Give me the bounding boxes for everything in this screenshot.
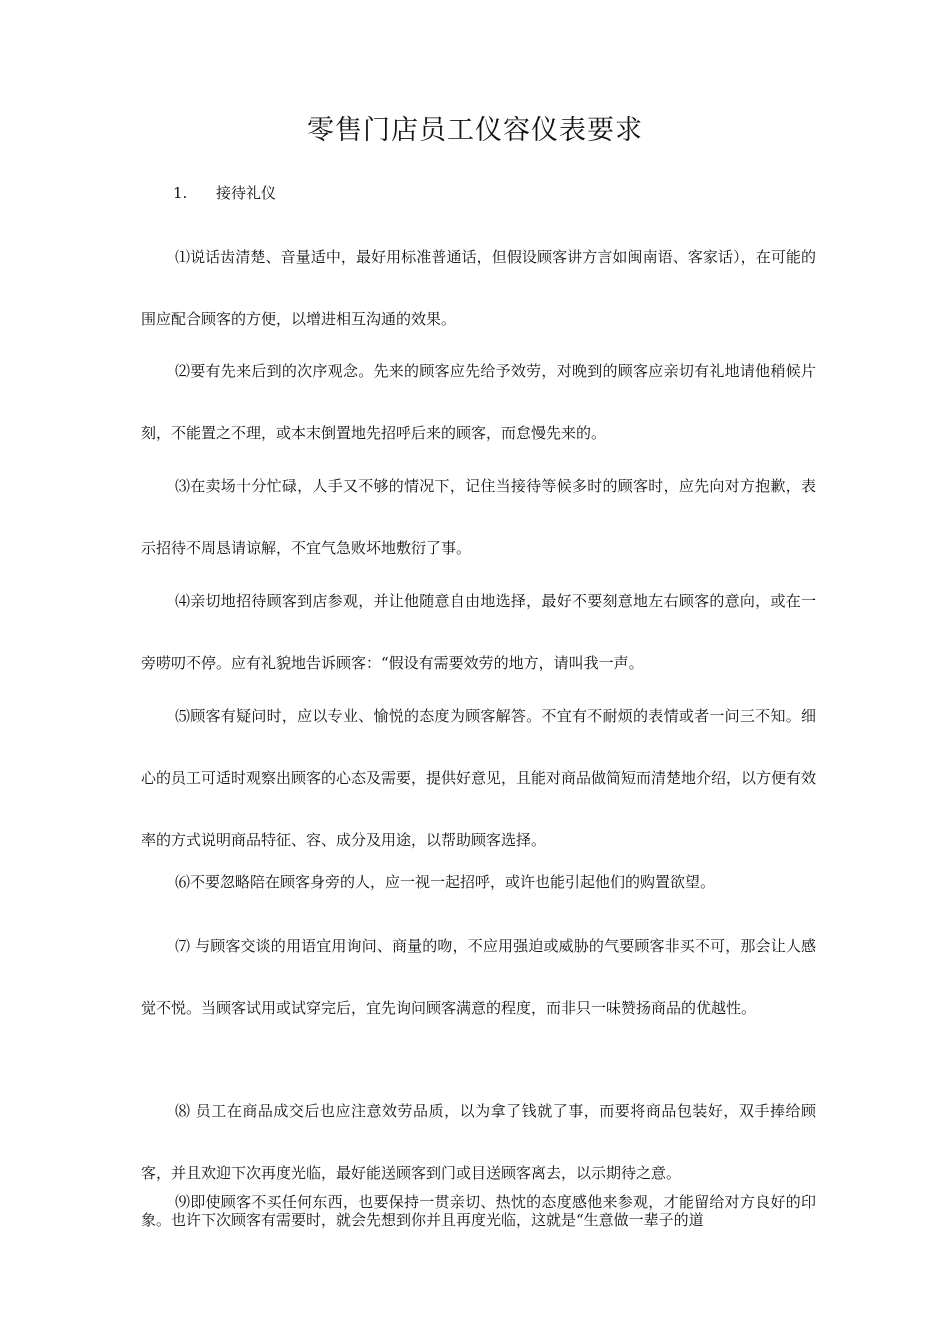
paragraph-2: ⑵要有先来后到的次序观念。先来的顾客应先给予效劳，对晚到的顾客应亲切有礼地请他稍候片刻，不能置之不理，或本末倒置地先招呼后来的顾客，而怠慢先来的。 [141,362,816,442]
document-title: 零售门店员工仪容仪表要求 [307,115,643,146]
paragraph-8: ⑻ 员工在商品成交后也应注意效劳品质，以为拿了钱就了事，而要将商品包装好，双手捧给顾客，并且欢迎下次再度光临，最好能送顾客到门或目送顾客离去，以示期待之意。 [141,1102,816,1182]
section-label: 接待礼仪 [216,184,277,202]
paragraph-1: ⑴说话齿清楚、音量适中，最好用标准普通话，但假设顾客讲方言如闽南语、客家话），在可能的围应配合顾客的方便，以增进相互沟通的效果。 [141,248,816,328]
paragraph-6: ⑹不要忽略陪在顾客身旁的人，应一视一起招呼，或许也能引起他们的购置欲望。 [175,873,716,891]
paragraph-3: ⑶在卖场十分忙碌，人手又不够的情况下，记住当接待等候多时的顾客时，应先向对方抱歉，表示招待不周恳请谅解，不宜气急败坏地敷衍了事。 [141,477,816,557]
section-heading [173,182,276,203]
paragraph-7: ⑺ 与顾客交谈的用语宜用询问、商量的吻，不应用强迫或威胁的气要顾客非买不可，那会让人感觉不悦。当顾客试用或试穿完后，宜先询问顾客满意的程度，而非只一味赞扬商品的优越性。 [141,937,816,1017]
paragraph-5: ⑸顾客有疑问时，应以专业、愉悦的态度为顾客解答。不宜有不耐烦的表情或者一问三不知。细心的员工可适时观察出顾客的心态及需要，提供好意见，且能对商品做简短而清楚地介绍，以方便有效率的方式说明商品特征、容、成分及用途，以帮助顾客选择。 [141,707,817,849]
paragraph-9: ⑼即使顾客不买任何东西，也要保持一贯亲切、热忱的态度感他来参观，才能留给对方良好的印象。也许下次顾客有需要时，就会先想到你并且再度光临，这就是“生意做一辈子的道 [141,1193,816,1229]
paragraph-4: ⑷亲切地招待顾客到店参观，并让他随意自由地选择，最好不要刻意地左右顾客的意向，或在一旁唠叨不停。应有礼貌地告诉顾客：“假设有需要效劳的地方，请叫我一声。 [141,592,816,672]
section-number: 1. [173,184,188,202]
